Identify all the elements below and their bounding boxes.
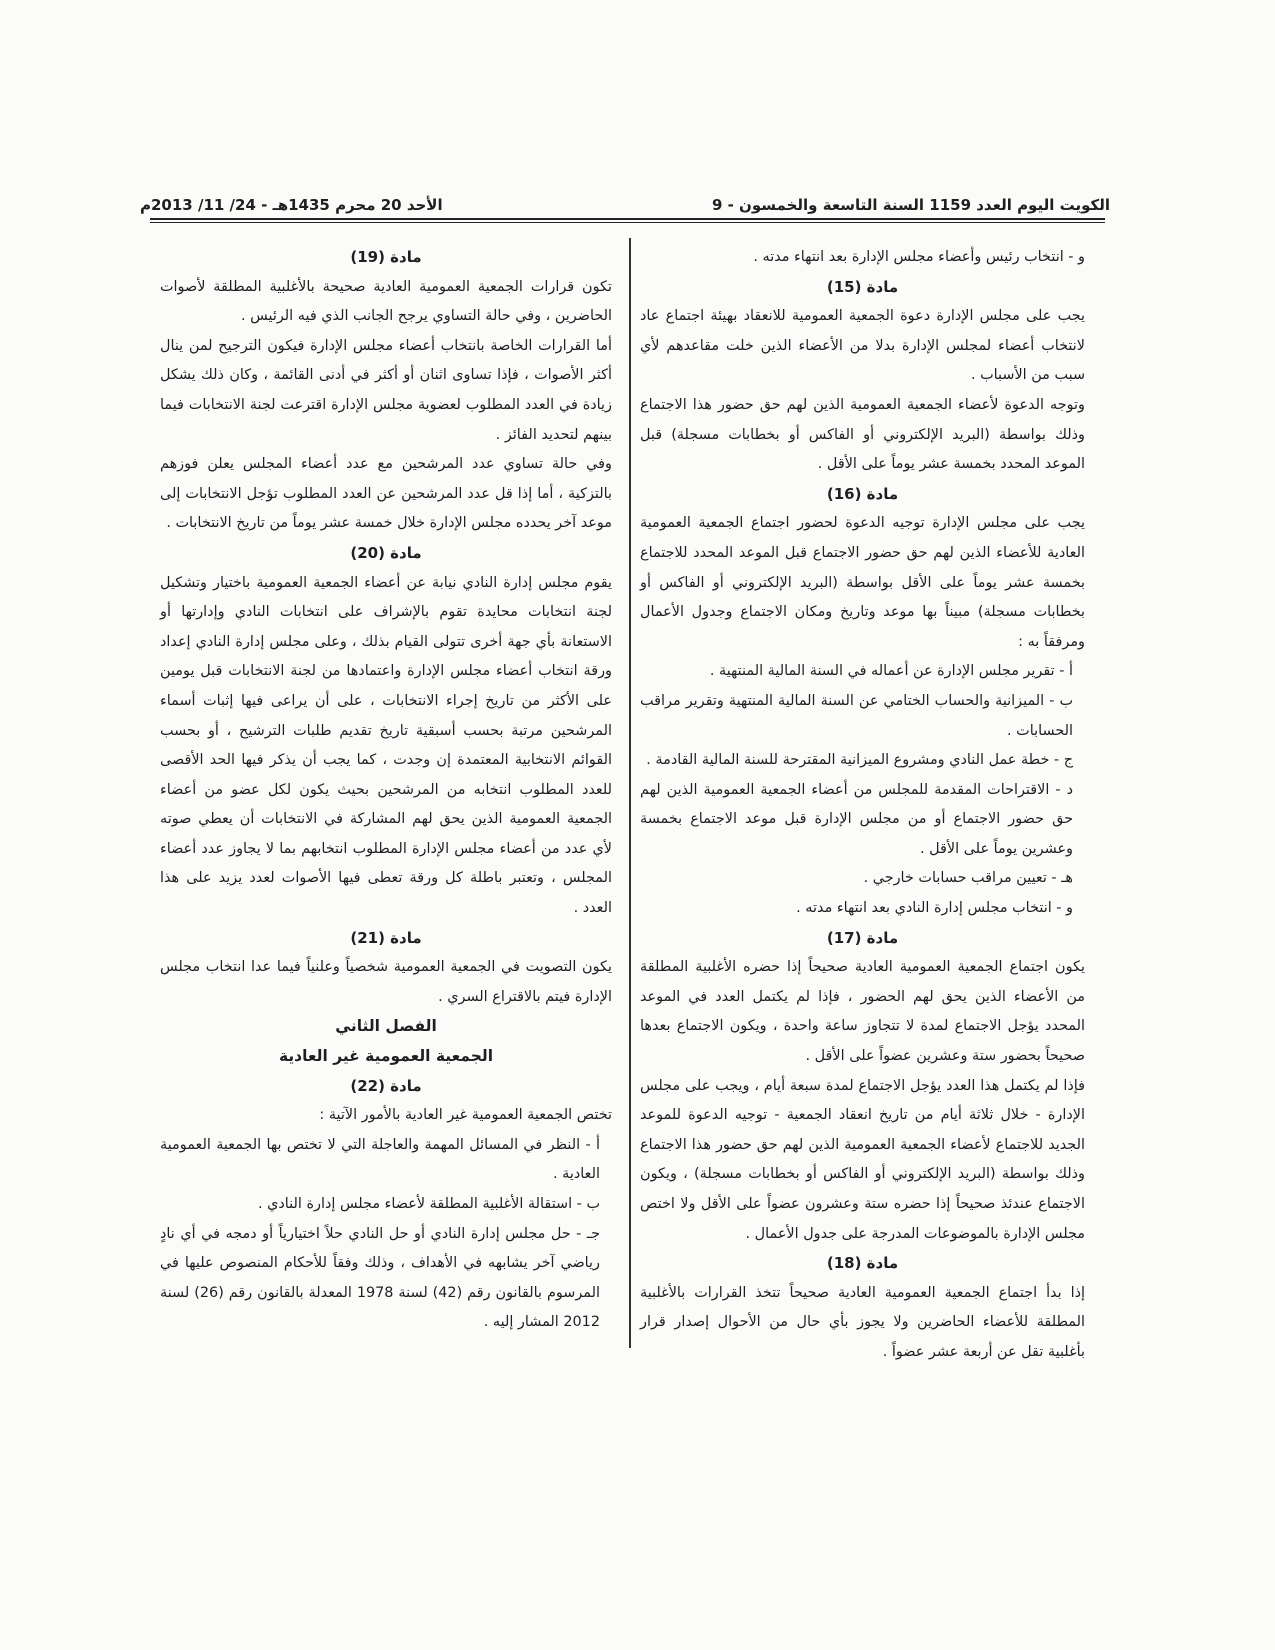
chapter-heading: الجمعية العمومية غير العادية <box>278 1047 494 1066</box>
list-item: ب - استقالة الأغلبية المطلقة لأعضاء مجلس إدارة النادي . <box>257 1196 600 1212</box>
paragraph: وتوجه الدعوة لأعضاء الجمعية العمومية الذين لهم حق حضور هذا الاجتماع وذلك بواسطة (البريد الإلكتروني أو الفاكس أو بخطابات مسجلة) قبل الموعد المحدد بخمسة عشر يوماً على الأقل . <box>640 396 1085 473</box>
paragraph: وفي حالة تساوي عدد المرشحين مع عدد أعضاء المجلس يعلن فوزهم بالتزكية ، أما إذا قل عدد المرشحين عن العدد المطلوب تؤجل الانتخابات إلى موعد آخر يحدده مجلس الإدارة خلال خمسة عشر يوماً من تاريخ الانتخابات . <box>160 456 612 532</box>
article-heading: مادة (16) <box>826 484 899 503</box>
paragraph: و - انتخاب رئيس وأعضاء مجلس الإدارة بعد انتهاء مدته . <box>753 249 1085 265</box>
paragraph: يجب على مجلس الإدارة دعوة الجمعية العمومية للانعقاد بهيئة اجتماع عاد لانتخاب أعضاء لمجلس الإدارة بدلا من الأعضاء الذين خلت مقاعدهم لأي سبب من الأسباب . <box>640 308 1085 384</box>
header-left: الأحد 20 محرم 1435هـ - 24/ 11/ 2013م <box>140 196 443 214</box>
list-item: جـ - حل مجلس إدارة النادي أو حل النادي حلاً اختيارياً أو دمجه في أي نادٍ رياضي آخر يشابهه في الأهداف ، وذلك وفقاً للأحكام المنصوص عليها في المرسوم بالقانون رقم (42) لسنة 1978 المعدلة بالقانون رقم (26) لسنة 2012 المشار إليه . <box>160 1225 601 1331</box>
list-item: ج - خطة عمل النادي ومشروع الميزانية المقترحة للسنة المالية القادمة . <box>646 752 1073 769</box>
list-item: ب - الميزانية والحساب الختامي عن السنة المالية المنتهية وتقرير مراقب الحسابات . <box>640 692 1073 739</box>
article-heading: مادة (15) <box>826 277 899 296</box>
list-item: د - الاقتراحات المقدمة للمجلس من أعضاء الجمعية العمومية الذين لهم حق حضور الاجتماع أو من مجلس الإدارة قبل موعد الاجتماع بخمسة وعشرين يوماً على الأقل . <box>640 781 1073 857</box>
paragraph: إذا بدأ اجتماع الجمعية العمومية العادية صحيحاً تتخذ القرارات بالأغلبية المطلقة للأعضاء الحاضرين ولا يجوز بأي حال من الأحوال إصدار قرار بأغلبية تقل عن أربعة عشر عضواً . <box>640 1284 1085 1360</box>
chapter-heading: الفصل الثاني <box>335 1017 437 1036</box>
article-heading: مادة (17) <box>826 928 899 947</box>
paragraph: أما القرارات الخاصة بانتخاب أعضاء مجلس الإدارة فيكون الترجيح لمن ينال أكثر الأصوات ، فإذا تساوى اثنان أو أكثر في أدنى القائمة ، وكان ذلك يشكل زيادة في العدد المطلوب لعضوية مجلس الإدارة اقترعت لجنة الانتخابات فيما بينهم لتحديد الفائز . <box>160 337 612 443</box>
paragraph: يكون اجتماع الجمعية العمومية العادية صحيحاً إذا حضره الأغلبية المطلقة من الأعضاء الذين يحق لهم الحضور ، فإذا لم يكتمل العدد في الموعد المحدد يؤجل الاجتماع لمدة لا تتجاوز ساعة واحدة ، ويكون الاجتماع بعدها صحيحاً بحضور ستة وعشرين عضواً على الأقل . <box>640 959 1085 1065</box>
article-heading: مادة (21) <box>350 928 422 947</box>
list-item: و - انتخاب مجلس إدارة النادي بعد انتهاء مدته . <box>796 900 1073 917</box>
header-rule-thin <box>150 222 1105 223</box>
paragraph: تكون قرارات الجمعية العمومية العادية صحيحة بالأغلبية المطلقة لأصوات الحاضرين ، وفي حالة التساوي يرجح الجانب الذي فيه الرئيس . <box>160 278 612 325</box>
column-divider <box>629 238 631 1348</box>
article-heading: مادة (19) <box>350 248 422 266</box>
article-heading: مادة (22) <box>350 1076 422 1095</box>
header-right: الكويت اليوم العدد 1159 السنة التاسعة والخمسون - 9 <box>711 196 1110 214</box>
paragraph: فإذا لم يكتمل هذا العدد يؤجل الاجتماع لمدة سبعة أيام ، ويجب على مجلس الإدارة - خلال ثلاثة أيام من تاريخ انعقاد الجمعية - توجيه الدعوة للموعد الجديد للاجتماع لأعضاء الجمعية العمومية الذين لهم حق حضور هذا الاجتماع وذلك بواسطة (البريد الإلكتروني أو الفاكس أو بخطابات مسجلة) ، ويكون الاجتماع عندئذ صحيحاً إذا حضره ستة وعشرون عضواً على الأقل ولا اختص مجلس الإدارة بالموضوعات المدرجة على جدول الأعمال . <box>640 1077 1085 1242</box>
paragraph: يقوم مجلس إدارة النادي نيابة عن أعضاء الجمعية العمومية باختيار وتشكيل لجنة انتخابات محايدة تقوم بالإشراف على انتخابات النادي وإدارتها أو الاستعانة بأي جهة أخرى تتولى القيام بذلك ، وعلى مجلس إدارة النادي إعداد ورقة انتخاب أعضاء مجلس الإدارة واعتمادها من لجنة الانتخابات قبل يومين على الأكثر من تاريخ إجراء الانتخابات ، على أن يراعى فيها إثبات أسماء المرشحين مرتبة بحسب أسبقية تاريخ تقديم طلبات الترشيح ، أو بحسب القوائم الانتخابية المعتمدة إن وجدت ، كما يجب أن يذكر فيها الحد الأقصى للعدد المطلوب انتخابه من المرشحين بحيث يكون لكل عضو من أعضاء الجمعية العمومية الذين يحق لهم المشاركة في الانتخابات أن يعطي صوته لأي عدد من أعضاء مجلس الإدارة المطلوب انتخابهم بما لا يجاوز عدد أعضاء المجلس ، وتعتبر باطلة كل ورقة تعطى فيها الأصوات لعدد يزيد على هذا العدد . <box>160 574 612 917</box>
list-item: أ - النظر في المسائل المهمة والعاجلة التي لا تختص بها الجمعية العمومية العادية . <box>160 1136 600 1183</box>
left-column <box>160 243 612 1338</box>
article-heading: مادة (18) <box>826 1254 899 1273</box>
article-heading: مادة (20) <box>350 543 422 562</box>
list-item: أ - تقرير مجلس الإدارة عن أعماله في السنة المالية المنتهية . <box>709 663 1073 680</box>
paragraph: يجب على مجلس الإدارة توجيه الدعوة لحضور اجتماع الجمعية العمومية العادية للأعضاء الذين لهم حق حضور الاجتماع قبل الموعد المحدد للاجتماع بخمسة عشر يوماً على الأقل بواسطة (البريد الإلكتروني أو الفاكس أو بخطابات مسجلة) مبيناً بها موعد وتاريخ ومكان الاجتماع وجدول الأعمال ومرفقاً به : <box>640 515 1085 650</box>
paragraph: تختص الجمعية العمومية غير العادية بالأمور الآتية : <box>319 1107 612 1124</box>
right-column <box>640 243 1085 1368</box>
header-rule <box>150 218 1105 220</box>
paragraph: يكون التصويت في الجمعية العمومية شخصياً وعلنياً فيما عدا انتخاب مجلس الإدارة فيتم بالاقتراع السري . <box>160 959 612 1005</box>
list-item: هـ - تعيين مراقب حسابات خارجي . <box>863 870 1073 887</box>
